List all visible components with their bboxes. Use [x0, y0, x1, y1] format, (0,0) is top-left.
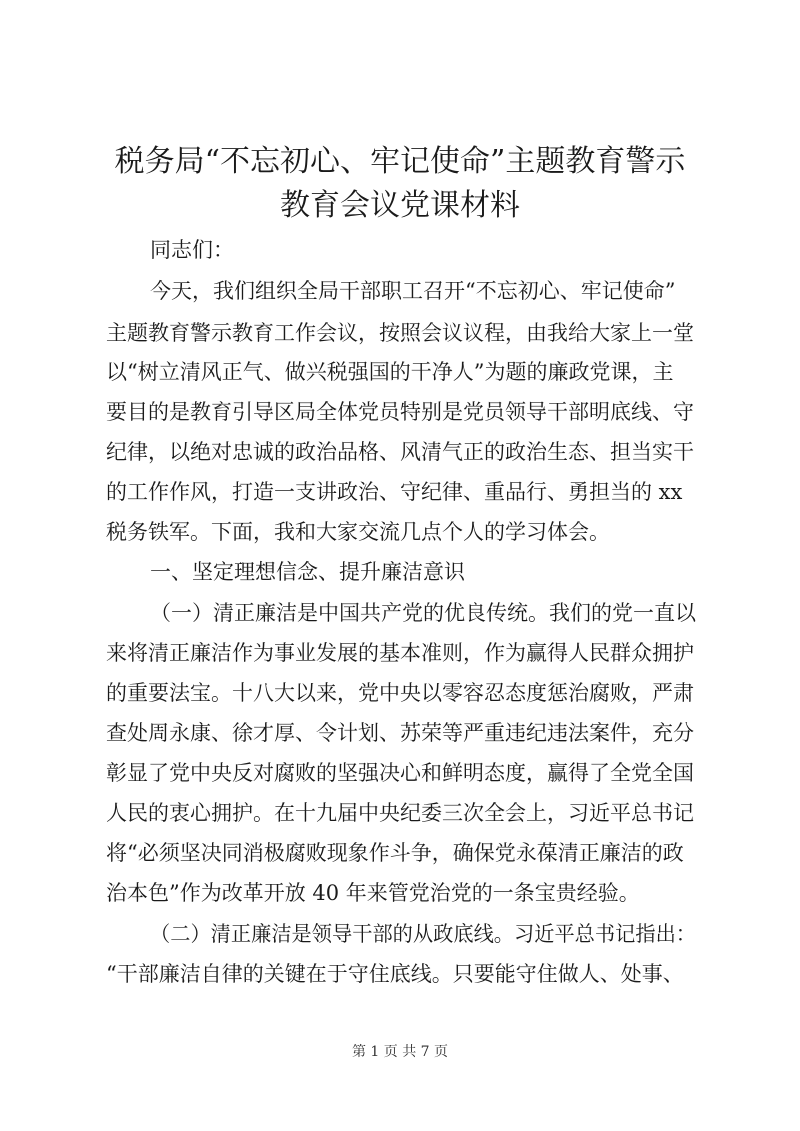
paragraph-line: 来将清正廉洁作为事业发展的基本准则，作为赢得人民群众拥护	[106, 641, 694, 665]
document-title-line-2: 教育会议党课材料	[280, 188, 520, 223]
paragraph-line: 今天，我们组织全局干部职工召开“不忘初心、牢记使命”	[150, 279, 676, 303]
paragraph-line: 治本色”作为改革开放 40 年来管党治党的一条宝贵经验。	[106, 881, 640, 905]
section-heading: 一、坚定理想信念、提升廉洁意识	[150, 560, 465, 584]
paragraph-line: 查处周永康、徐才厚、令计划、苏荣等严重违纪违法案件，充分	[106, 721, 694, 745]
paragraph-line: 的重要法宝。十八大以来，党中央以零容忍态度惩治腐败，严肃	[106, 681, 694, 705]
paragraph-line: （二）清正廉洁是领导干部的从政底线。习近平总书记指出：	[150, 922, 697, 946]
page-footer: 第 1 页 共 7 页	[351, 1044, 449, 1060]
paragraph-line: 主题教育警示教育工作会议，按照会议议程，由我给大家上一堂	[106, 321, 694, 345]
paragraph-line: 将“必须坚决同消极腐败现象作斗争，确保党永葆清正廉洁的政	[106, 841, 684, 865]
paragraph-line: “干部廉洁自律的关键在于守住底线。只要能守住做人、处事、	[106, 962, 684, 986]
paragraph-line: 人民的衷心拥护。在十九届中央纪委三次全会上，习近平总书记	[106, 801, 694, 825]
paragraph-line: 的工作作风，打造一支讲政治、守纪律、重品行、勇担当的 xx	[106, 480, 683, 504]
paragraph-line: 要目的是教育引导区局全体党员特别是党员领导干部明底线、守	[106, 400, 694, 424]
paragraph-line: 彰显了党中央反对腐败的坚强决心和鲜明态度，赢得了全党全国	[106, 761, 694, 785]
paragraph-line: 税务铁军。下面，我和大家交流几点个人的学习体会。	[106, 520, 610, 544]
salutation: 同志们：	[150, 238, 234, 262]
paragraph-line: 以“树立清风正气、做兴税强国的干净人”为题的廉政党课，主	[106, 360, 674, 384]
document-title-line-1: 税务局“不忘初心、牢记使命”主题教育警示	[114, 144, 686, 179]
paragraph-line: （一）清正廉洁是中国共产党的优良传统。我们的党一直以	[150, 601, 696, 625]
paragraph-line: 纪律，以绝对忠诚的政治品格、风清气正的政治生态、担当实干	[106, 440, 694, 464]
